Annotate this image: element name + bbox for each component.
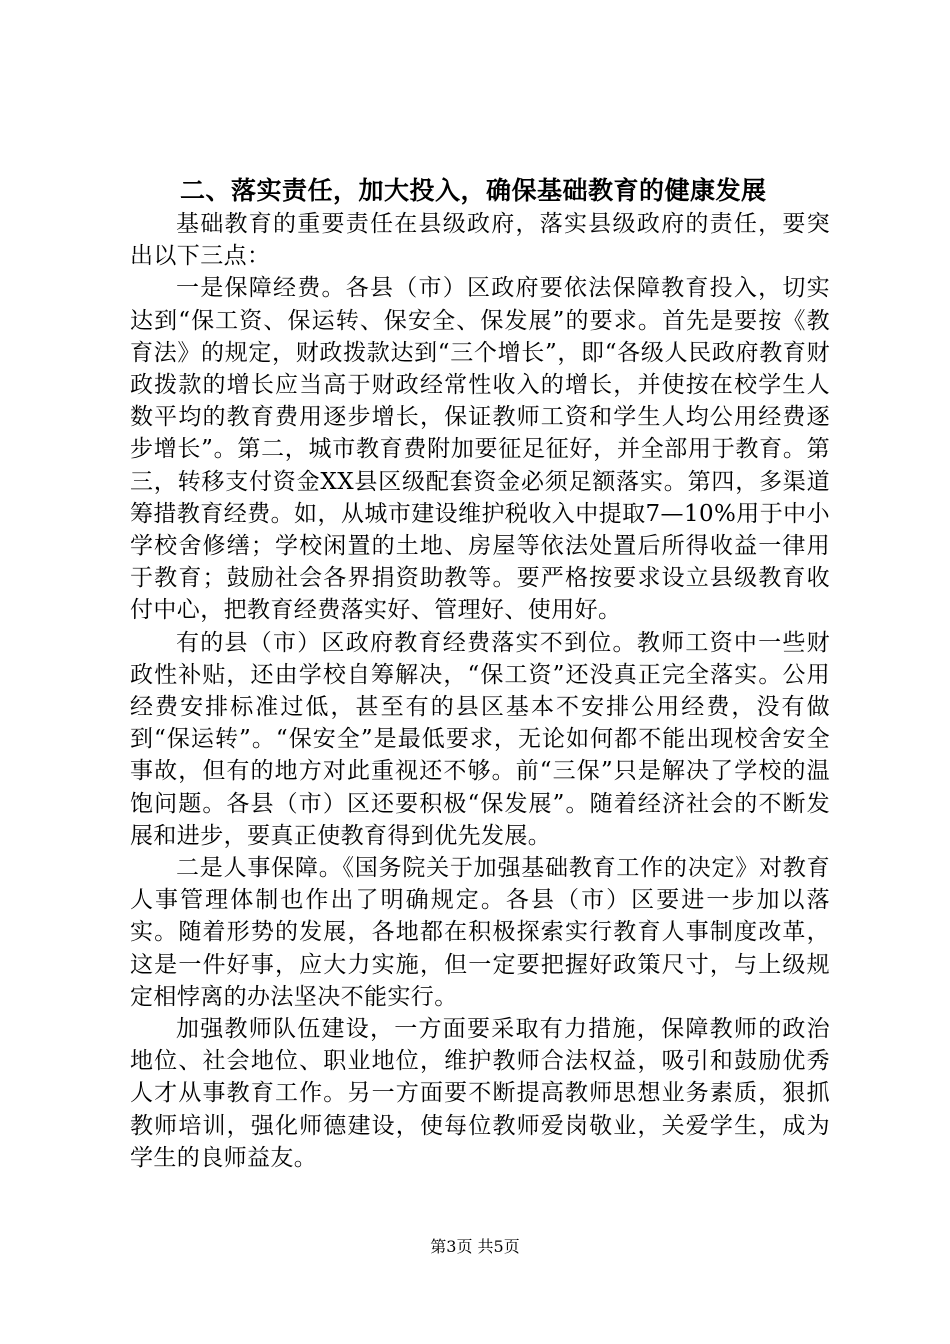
document-body bbox=[130, 174, 830, 1174]
paragraph-funding-issues: 有的县（市）区政府教育经费落实不到位。教师工资中一些财政性补贴，还由学校自筹解决，“保工资”还没真正完全落实。公用经费安排标准过低，甚至有的县区基本不安排公用经费，没有做到“保运转”。“保安全”是最低要求，无论如何都不能出现校舍安全事故，但有的地方对此重视还不够。前“三保”只是解决了学校的温饱问题。各县（市）区还要积极“保发展”。随着经济社会的不断发展和进步，要真正使教育得到优先发展。 bbox=[130, 629, 830, 849]
section-heading: 二、落实责任，加大投入，确保基础教育的健康发展 bbox=[180, 176, 767, 205]
paragraph-funding: 一是保障经费。各县（市）区政府要依法保障教育投入，切实达到“保工资、保运转、保安全、保发展”的要求。首先是要按《教育法》的规定，财政拨款达到“三个增长”，即“各级人民政府教育财政拨款的增长应当高于财政经常性收入的增长，并使按在校学生人数平均的教育费用逐步增长，保证教师工资和学生人均公用经费逐步增长”。第二，城市教育费附加要征足征好，并全部用于教育。第三，转移支付资金XX县区级配套资金必须足额落实。第四，多渠道筹措教育经费。如，从城市建设维护税收入中提取7—10%用于中小学校舍修缮；学校闲置的土地、房屋等依法处置后所得收益一律用于教育；鼓励社会各界捐资助教等。要严格按要求设立县级教育收付中心，把教育经费落实好、管理好、使用好。 bbox=[130, 275, 830, 624]
page-number-footer: 第3页 共5页 bbox=[430, 1237, 520, 1256]
paragraph-intro: 基础教育的重要责任在县级政府，落实县级政府的责任，要突出以下三点： bbox=[130, 211, 830, 270]
paragraph-personnel: 二是人事保障。《国务院关于加强基础教育工作的决定》对教育人事管理体制也作出了明确规定。各县（市）区要进一步加以落实。随着形势的发展，各地都在积极探索实行教育人事制度改革，这是一件好事，应大力实施，但一定要把握好政策尺寸，与上级规定相悖离的办法坚决不能实行。 bbox=[130, 855, 830, 1010]
paragraph-teacher-team: 加强教师队伍建设，一方面要采取有力措施，保障教师的政治地位、社会地位、职业地位，维护教师合法权益，吸引和鼓励优秀人才从事教育工作。另一方面要不断提高教师思想业务素质，狠抓教师培训，强化师德建设，使每位教师爱岗敬业，关爱学生，成为学生的良师益友。 bbox=[130, 1016, 830, 1171]
